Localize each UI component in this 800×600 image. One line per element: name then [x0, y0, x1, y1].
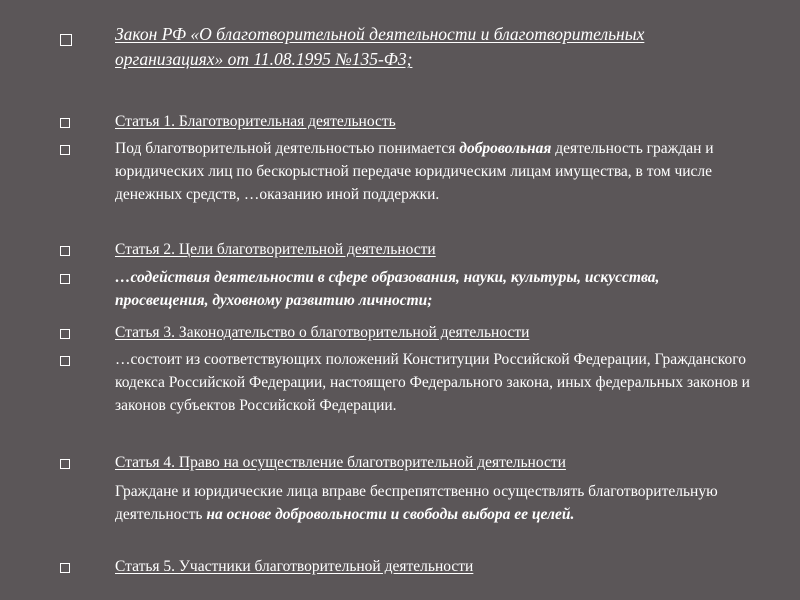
article-1-body-emphasis: добровольная: [459, 140, 552, 157]
article-1-body: [115, 137, 755, 206]
square-bullet-icon: [60, 274, 70, 284]
article-3-heading: Статья 3. Законодательство о благотворительной деятельности: [115, 324, 530, 341]
article-1-heading: Статья 1. Благотворительная деятельность: [115, 113, 396, 130]
square-bullet-icon: [60, 34, 72, 46]
article-4-heading: Статья 4. Право на осуществление благотворительной деятельности: [115, 454, 566, 471]
article-5-heading: Статья 5. Участники благотворительной деятельности: [115, 558, 474, 575]
square-bullet-icon: [60, 356, 70, 366]
article-4-body: [115, 480, 755, 526]
square-bullet-icon: [60, 329, 70, 339]
square-bullet-icon: [60, 563, 70, 573]
article-1-body-text: Под благотворительной деятельностью понимается: [115, 140, 460, 157]
article-3-body: …состоит из соответствующих положений Конституции Российской Федерации, Гражданского кодекса Российской Федерации, настоящего Федерального закона, иных федеральных законов и законов субъектов Российской Федерации.: [115, 351, 750, 414]
article-1-body-rest: деятельность граждан и юридических лиц по бескорыстной передаче юридическим лицам имущества, в том числе денежных средств, …оказанию иной поддержки.: [115, 140, 714, 203]
article-2-body: …содействия деятельности в сфере образования, науки, культуры, искусства, просвещения, духовному развитию личности;: [115, 269, 660, 309]
slide-title: Закон РФ «О благотворительной деятельности и благотворительных организациях» от 11.08.1995 №135-Ф3;: [115, 24, 645, 69]
article-4-body-text: Граждане и юридические лица вправе беспрепятственно осуществлять благотворительную деятельность: [115, 483, 718, 523]
square-bullet-icon: [60, 459, 70, 469]
square-bullet-icon: [60, 246, 70, 256]
article-4-body-emphasis: на основе добровольности и свободы выбора ее целей.: [206, 506, 575, 523]
article-2-heading: Статья 2. Цели благотворительной деятельности: [115, 241, 436, 258]
square-bullet-icon: [60, 118, 70, 128]
square-bullet-icon: [60, 145, 70, 155]
